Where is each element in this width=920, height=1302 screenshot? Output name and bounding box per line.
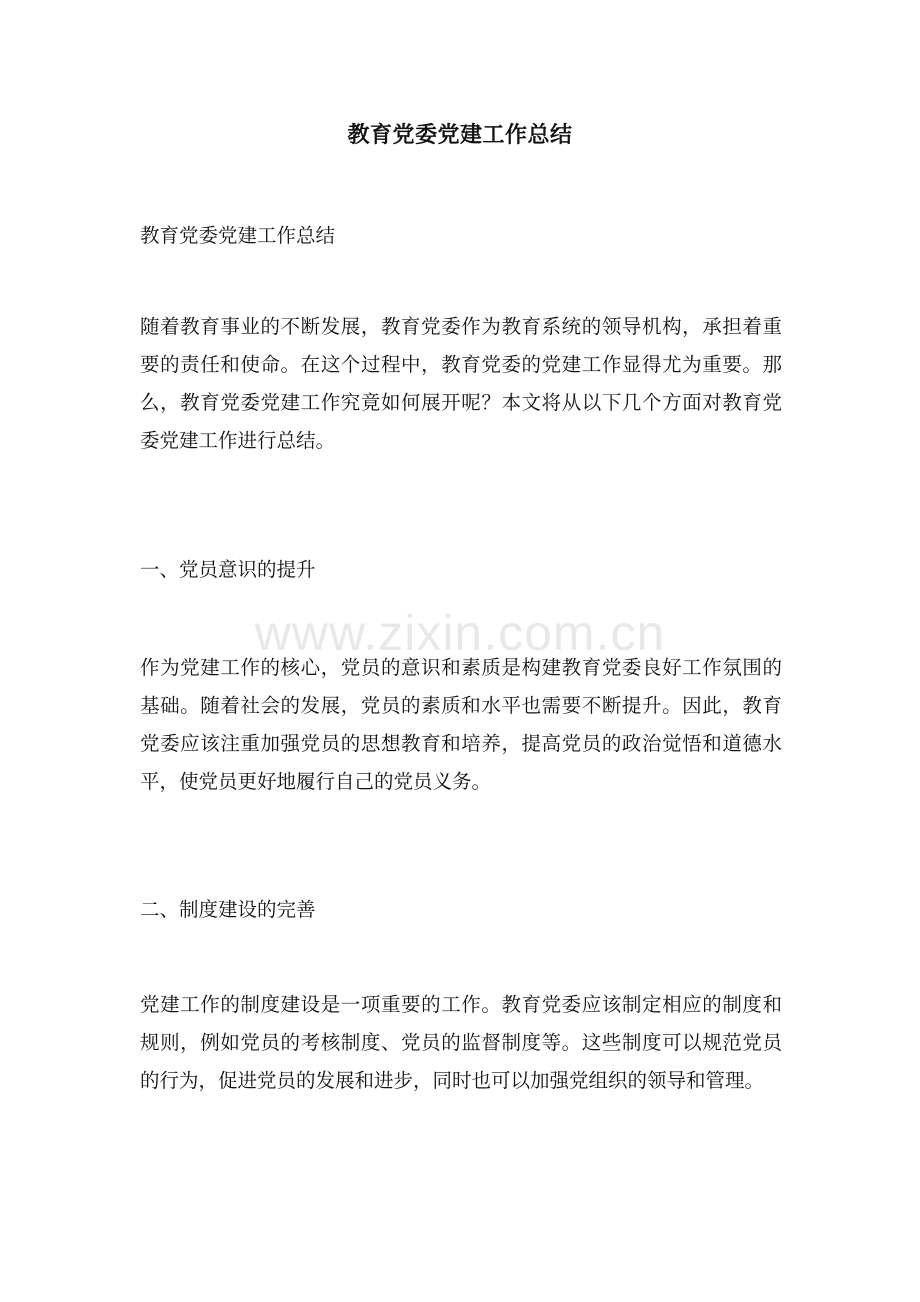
section-body-2: 党建工作的制度建设是一项重要的工作。教育党委应该制定相应的制度和规则，例如党员的考核制度、党员的监督制度等。这些制度可以规范党员的行为，促进党员的发展和进步，同时也可以加强党组织的领导和管理。	[140, 993, 782, 1092]
document-subtitle: 教育党委党建工作总结	[140, 224, 336, 247]
document-title: 教育党委党建工作总结	[347, 122, 573, 148]
section-heading-2: 二、制度建设的完善	[140, 898, 316, 921]
section-body-1: 作为党建工作的核心，党员的意识和素质是构建教育党委良好工作氛围的基础。随着社会的发展，党员的素质和水平也需要不断提升。因此，教育党委应该注重加强党员的思想教育和培养，提高党员的政治觉悟和道德水平，使党员更好地履行自己的党员义务。	[140, 656, 782, 793]
watermark: www.zixin.com.cn	[254, 605, 666, 661]
section-heading-1: 一、党员意识的提升	[140, 558, 316, 581]
intro-paragraph: 随着教育事业的不断发展，教育党委作为教育系统的领导机构，承担着重要的责任和使命。在这个过程中，教育党委的党建工作显得尤为重要。那么，教育党委党建工作究竟如何展开呢？本文将从以下几个方面对教育党委党建工作进行总结。	[140, 315, 782, 452]
